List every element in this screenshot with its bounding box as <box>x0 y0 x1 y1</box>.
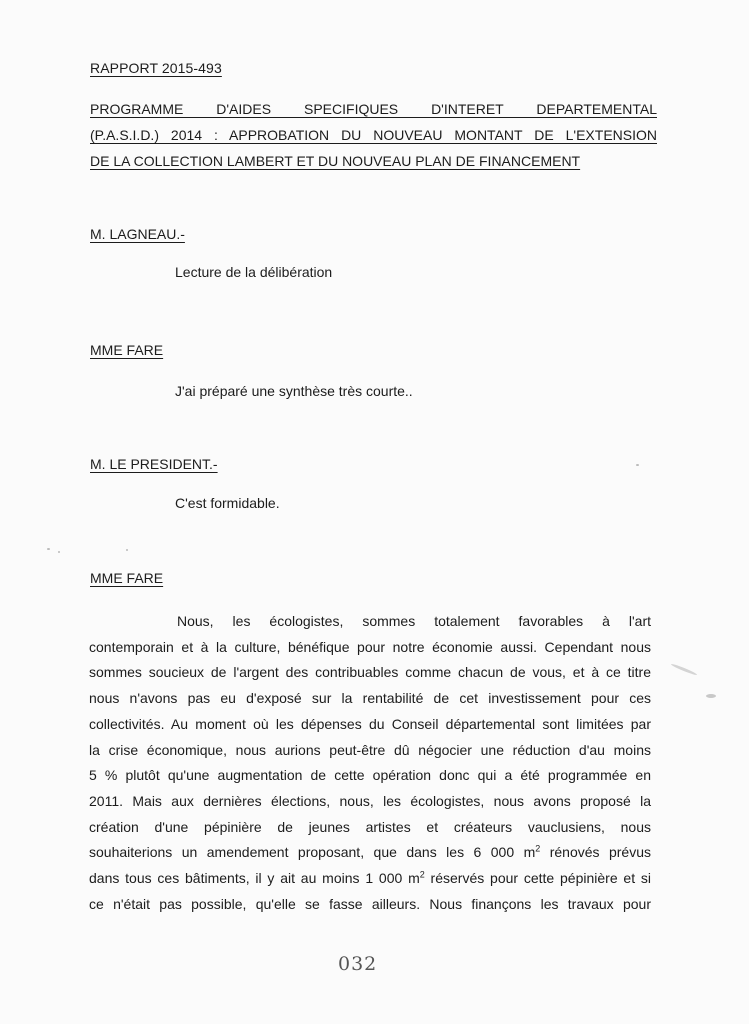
speaker-fare: MME FARE <box>90 342 164 358</box>
paragraph-line-area-1 <box>89 840 651 866</box>
scan-speck <box>636 464 639 466</box>
report-number: RAPPORT 2015-493 <box>90 60 222 76</box>
speaker-president: M. LE PRESIDENT.- <box>90 456 218 472</box>
speaker-lagneau: M. LAGNEAU.- <box>90 226 185 242</box>
paragraph-line: la crise économique, nous aurions peut-être dû négocier une réduction d'au moins <box>89 741 651 758</box>
report-title-line-2: (P.A.S.I.D.) 2014 : APPROBATION DU NOUVEAU MONTANT DE L'EXTENSION <box>90 127 657 143</box>
line-text: rénovés prévus <box>540 844 652 861</box>
superscript: 2 <box>535 843 541 854</box>
superscript: 2 <box>419 869 425 880</box>
speaker-fare-final: MME FARE <box>90 570 164 586</box>
paragraph-line: ce n'était pas possible, qu'elle se fasse ailleurs. Nous finançons les travaux pour <box>89 895 651 912</box>
paragraph-line: 5 % plutôt qu'une augmentation de cette opération donc qui a été programmée en <box>89 767 651 784</box>
speech-fare: J'ai préparé une synthèse très courte.. <box>175 383 413 399</box>
line-text: dans tous ces bâtiments, il y ait au moins 1 000 m <box>89 870 420 887</box>
paragraph-line-area-2 <box>89 866 651 892</box>
line-text: réservés pour cette pépinière et si <box>424 870 651 887</box>
paragraph-line: nous n'avons pas eu d'exposé sur la rentabilité de cet investissement pour ces <box>89 690 651 707</box>
page-number: 032 <box>338 953 378 975</box>
report-title-line-1: PROGRAMME D'AIDES SPECIFIQUES D'INTERET DEPARTEMENTAL <box>90 101 657 117</box>
report-title-line-3: DE LA COLLECTION LAMBERT ET DU NOUVEAU PLAN DE FINANCEMENT <box>90 153 581 169</box>
scan-speck <box>126 549 128 551</box>
report-title <box>90 96 657 174</box>
scan-speck <box>47 548 50 550</box>
paragraph-line: collectivités. Au moment où les dépenses du Conseil départemental sont limitées par <box>89 715 651 732</box>
paragraph-line: 2011. Mais aux dernières élections, nous, les écologistes, nous avons proposé la <box>89 792 651 809</box>
paragraph-line: création d'une pépinière de jeunes artistes et créateurs vauclusiens, nous <box>89 818 651 835</box>
speech-paragraph <box>89 609 651 917</box>
scan-speck <box>58 551 60 553</box>
speech-lagneau: Lecture de la délibération <box>175 264 333 280</box>
line-text: souhaiterions un amendement proposant, que dans les 6 000 m <box>89 844 536 861</box>
paragraph-line: contemporain et à la culture, bénéfique pour notre économie aussi. Cependant nous <box>89 638 651 655</box>
speech-president: C'est formidable. <box>175 495 280 511</box>
scan-speck <box>670 663 697 676</box>
paragraph-line: sommes soucieux de l'argent des contribuables comme chacun de vous, et à ce titre <box>89 664 651 681</box>
scan-speck <box>706 694 716 698</box>
paragraph-line: Nous, les écologistes, sommes totalement favorables à l'art <box>177 613 651 629</box>
